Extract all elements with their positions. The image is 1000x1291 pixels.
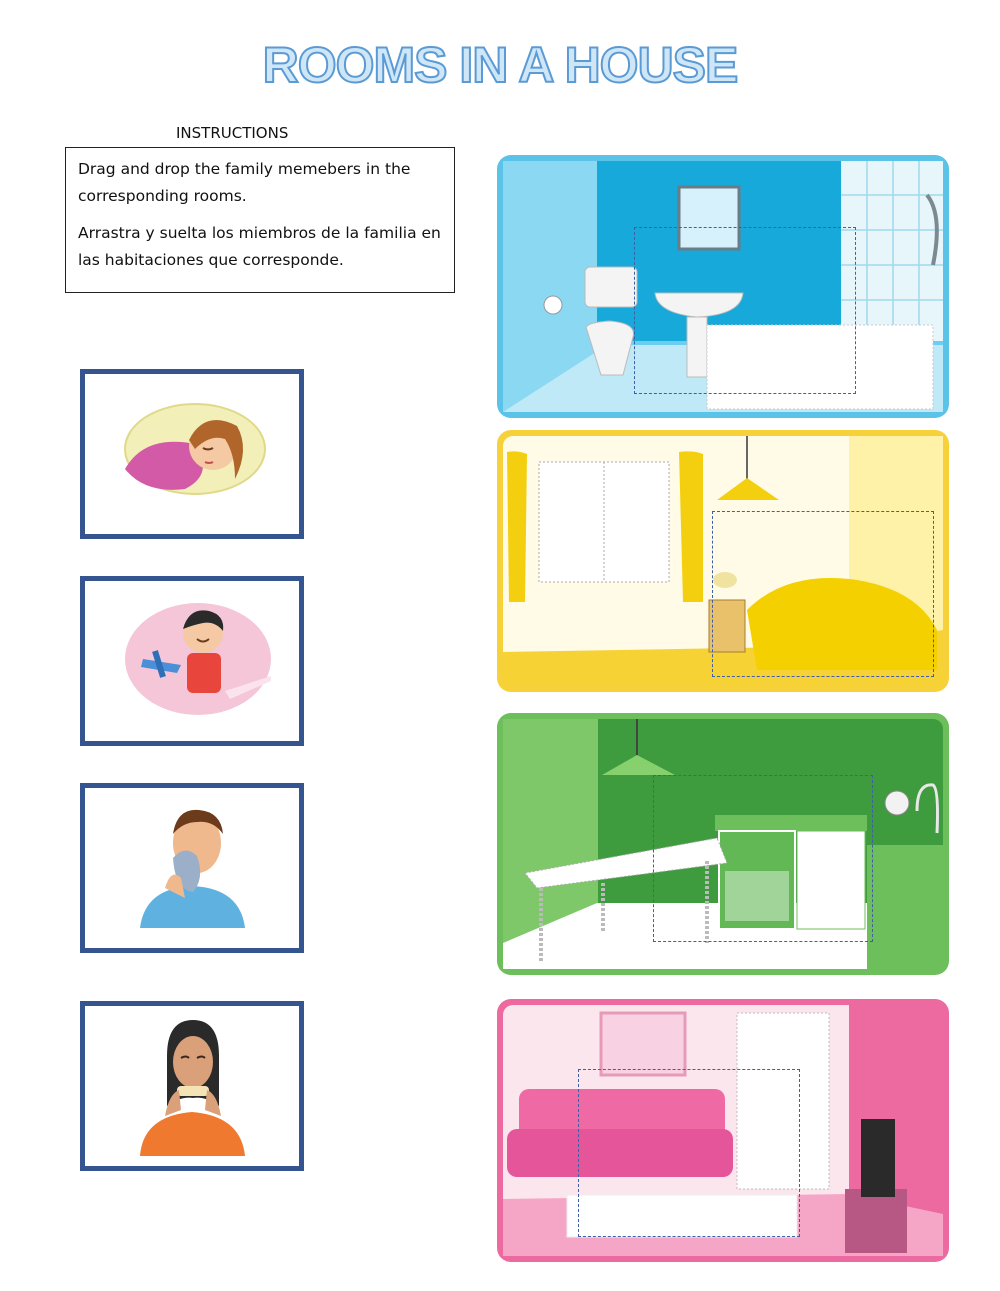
- drop-zone-bedroom[interactable]: [712, 511, 934, 677]
- instructions-english: Drag and drop the family memebers in the corresponding rooms.: [78, 160, 411, 205]
- room-living-room: [497, 999, 949, 1262]
- page-title: ROOMS IN A HOUSE: [262, 37, 738, 93]
- sleeping-girl-icon: [85, 374, 299, 534]
- drop-zone-living-room[interactable]: [578, 1069, 800, 1237]
- room-bedroom: [497, 430, 949, 692]
- draggable-card-boy-playing[interactable]: [80, 576, 304, 746]
- drop-zone-kitchen[interactable]: [653, 775, 873, 942]
- draggable-card-sleeping-girl[interactable]: [80, 369, 304, 539]
- draggable-card-man-washing[interactable]: [80, 783, 304, 953]
- boy-playing-airplane-icon: [85, 581, 299, 741]
- draggable-card-woman-eating[interactable]: [80, 1001, 304, 1171]
- room-kitchen: [497, 713, 949, 975]
- instructions-box: [65, 147, 455, 293]
- instructions-heading: INSTRUCTIONS: [176, 124, 289, 142]
- instructions-spanish: Arrastra y suelta los miembros de la familia en las habitaciones que corresponde.: [78, 224, 441, 269]
- room-bathroom: [497, 155, 949, 418]
- drop-zone-bathroom[interactable]: [634, 227, 856, 394]
- man-washing-face-icon: [85, 788, 299, 948]
- woman-eating-sandwich-icon: [85, 1006, 299, 1166]
